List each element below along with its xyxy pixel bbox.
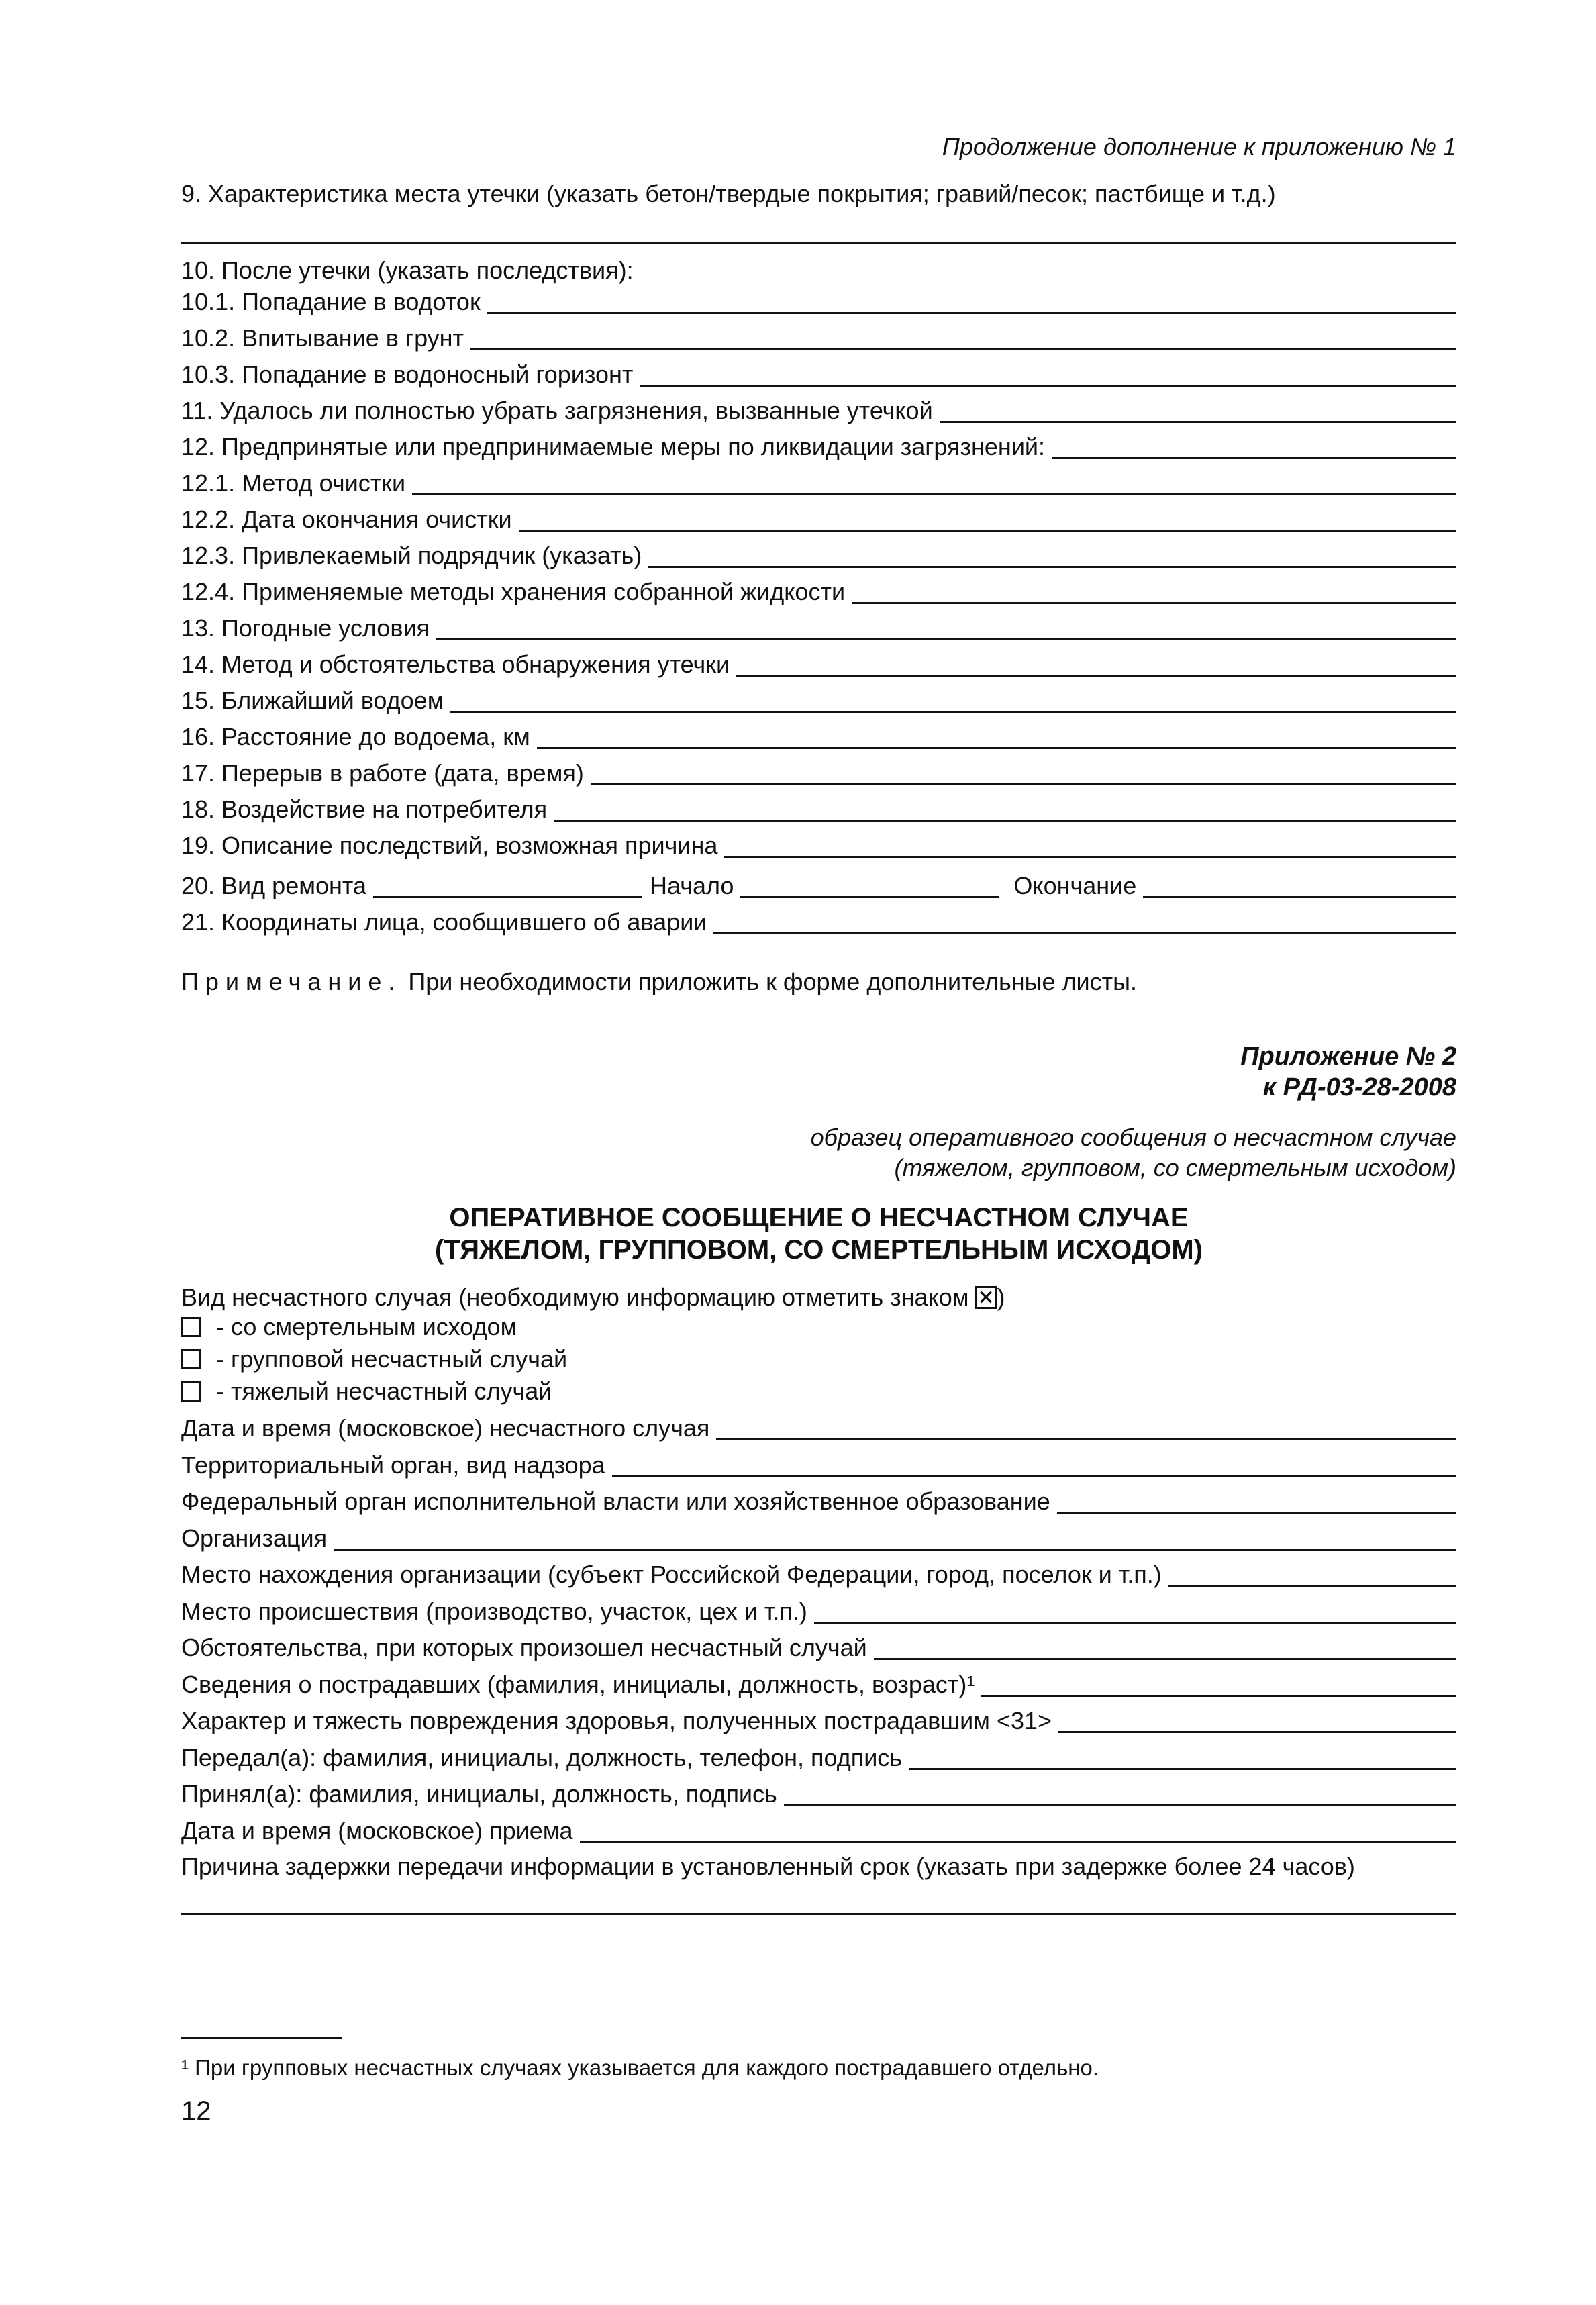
footnote: ¹ При групповых несчастных случаях указывается для каждого пострадавшего отдельно.: [181, 2055, 1099, 2080]
report-field-label: Федеральный орган исполнительной власти или хозяйственное образование: [181, 1487, 1050, 1515]
report-field-row: [181, 1446, 1456, 1483]
form-item-field[interactable]: [519, 530, 1456, 532]
form-item-label: 18. Воздействие на потребителя: [181, 795, 548, 823]
report-field-input[interactable]: [612, 1475, 1456, 1477]
report-field-label: Дата и время (московское) несчастного случая: [181, 1414, 710, 1442]
report-field-label: Дата и время (московское) приема: [181, 1816, 573, 1845]
note-text: При необходимости приложить к форме дополнительные листы.: [401, 968, 1138, 995]
option-fatal-label: - со смертельным исходом: [216, 1313, 517, 1341]
form-item-field[interactable]: [450, 711, 1456, 713]
form-item-label: 10.1. Попадание в водоток: [181, 287, 481, 315]
form-item-row: [181, 320, 1456, 356]
report-field-input[interactable]: [981, 1695, 1456, 1697]
report-field-input[interactable]: [1057, 1512, 1456, 1514]
form-item-field[interactable]: [537, 747, 1456, 749]
report-field-input[interactable]: [814, 1622, 1456, 1624]
item-21-label: 21. Координаты лица, сообщившего об аварии: [181, 908, 707, 936]
item-9-label: 9. Характеристика места утечки (указать бетон/твердые покрытия; гравий/песок; пастбище и т.д.): [181, 180, 1276, 207]
form-item-field[interactable]: [591, 783, 1456, 785]
report-field-label: Место нахождения организации (субъект Российской Федерации, город, поселок и т.п.): [181, 1560, 1162, 1588]
appendix-title: [1240, 1042, 1456, 1103]
appendix-subtitle-line2: (тяжелом, групповом, со смертельным исходом): [894, 1154, 1456, 1181]
form-item-row: [181, 827, 1456, 863]
report-field-input[interactable]: [784, 1804, 1456, 1806]
end-label: Окончание: [1013, 871, 1137, 899]
fatal-checkbox[interactable]: [181, 1317, 201, 1337]
option-fatal[interactable]: [181, 1310, 517, 1344]
item-21-field[interactable]: [713, 932, 1456, 934]
report-field-input[interactable]: [1058, 1731, 1456, 1733]
appendix-title-line1: Приложение № 2: [1240, 1042, 1456, 1071]
form-item-field[interactable]: [640, 385, 1456, 387]
report-field-label: Характер и тяжесть повреждения здоровья, полученных пострадавшим <31>: [181, 1706, 1052, 1734]
x-mark-icon: [975, 1286, 997, 1309]
delay-reason-label: Причина задержки передачи информации в установленный срок (указать при задержке более 24 часов): [181, 1853, 1355, 1880]
appendix-subtitle: [811, 1122, 1456, 1183]
report-field-label: Принял(а): фамилия, инициалы, должность, подпись: [181, 1779, 777, 1808]
form-item-label: 17. Перерыв в работе (дата, время): [181, 758, 584, 787]
form-item-field[interactable]: [648, 566, 1456, 568]
form-item-row: [181, 609, 1456, 646]
report-field-row: [181, 1739, 1456, 1775]
form-item-row: [181, 718, 1456, 754]
report-field-row: [181, 1593, 1456, 1629]
report-field-row: [181, 1702, 1456, 1738]
form-item-label: 13. Погодные условия: [181, 614, 430, 642]
continuation-header: Продолжение дополнение к приложению № 1: [942, 133, 1456, 160]
form-item-row: [181, 754, 1456, 791]
form-item-label: 14. Метод и обстоятельства обнаружения утечки: [181, 650, 730, 678]
report-field-input[interactable]: [580, 1841, 1456, 1843]
report-field-label: Территориальный орган, вид надзора: [181, 1451, 605, 1479]
item-20-row: [181, 867, 1456, 903]
form-item-field[interactable]: [554, 820, 1456, 822]
option-severe[interactable]: [181, 1375, 552, 1408]
report-field-row: [181, 1812, 1456, 1849]
start-label: Начало: [649, 871, 734, 899]
footnote-separator: [181, 2037, 342, 2039]
form-item-row: [181, 791, 1456, 827]
report-field-label: Передал(а): фамилия, инициалы, должность, телефон, подпись: [181, 1743, 903, 1771]
group-checkbox[interactable]: [181, 1349, 201, 1369]
option-group[interactable]: [181, 1342, 567, 1376]
note: [181, 968, 1137, 995]
form-item-row: [181, 356, 1456, 392]
accident-kind-label: [181, 1283, 1005, 1311]
report-field-row: [181, 1775, 1456, 1812]
report-field-input[interactable]: [334, 1549, 1456, 1551]
form-item-label: 12.1. Метод очистки: [181, 469, 406, 497]
accident-kind-text: Вид несчастного случая (необходимую информацию отметить знаком: [181, 1283, 969, 1311]
form-item-field[interactable]: [724, 856, 1456, 858]
form-item-row: [181, 501, 1456, 537]
form-item-field[interactable]: [412, 493, 1456, 495]
form-item-field[interactable]: [487, 312, 1456, 314]
severe-checkbox[interactable]: [181, 1381, 201, 1402]
form-item-label: 12.4. Применяемые методы хранения собранной жидкости: [181, 577, 846, 605]
item-21-row: [181, 903, 1456, 940]
item-9-line[interactable]: [181, 242, 1456, 244]
form-item-field[interactable]: [436, 638, 1456, 640]
item-10-label: 10. После утечки (указать последствия):: [181, 256, 634, 284]
form-item-field[interactable]: [852, 602, 1456, 604]
report-field-row: [181, 1666, 1456, 1702]
report-field-label: Организация: [181, 1524, 328, 1552]
report-field-input[interactable]: [874, 1658, 1456, 1660]
option-severe-label: - тяжелый несчастный случай: [216, 1377, 552, 1406]
form-item-row: [181, 573, 1456, 609]
form-item-label: 19. Описание последствий, возможная причина: [181, 831, 718, 859]
form-item-field[interactable]: [470, 348, 1456, 350]
report-field-input[interactable]: [909, 1768, 1456, 1770]
page-number: 12: [181, 2096, 211, 2126]
form-item-row: [181, 682, 1456, 718]
form-item-label: 16. Расстояние до водоема, км: [181, 722, 530, 750]
form-item-row: [181, 464, 1456, 501]
item-20-label: 20. Вид ремонта: [181, 871, 366, 899]
report-field-row: [181, 1556, 1456, 1592]
report-field-row: [181, 1629, 1456, 1665]
form-item-label: 11. Удалось ли полностью убрать загрязнения, вызванные утечкой: [181, 396, 933, 424]
report-heading: [181, 1201, 1456, 1266]
report-field-input[interactable]: [716, 1438, 1456, 1440]
repair-type-field[interactable]: [373, 896, 642, 898]
option-group-label: - групповой несчастный случай: [216, 1345, 568, 1373]
form-item-label: 12.3. Привлекаемый подрядчик (указать): [181, 541, 642, 569]
form-item-row: [181, 392, 1456, 428]
form-item-row: [181, 283, 1456, 320]
report-field-label: Сведения о пострадавших (фамилия, инициалы, должность, возраст)¹: [181, 1670, 975, 1698]
delay-reason-line[interactable]: [181, 1913, 1456, 1915]
report-heading-line2: (ТЯЖЕЛОМ, ГРУППОВОМ, СО СМЕРТЕЛЬНЫМ ИСХОДОМ): [434, 1235, 1203, 1265]
form-item-label: 10.3. Попадание в водоносный горизонт: [181, 360, 634, 388]
report-field-row: [181, 1483, 1456, 1519]
form-item-row: [181, 428, 1456, 464]
appendix-subtitle-line1: образец оперативного сообщения о несчастном случае: [810, 1124, 1456, 1151]
form-item-label: 10.2. Впитывание в грунт: [181, 324, 464, 352]
report-field-row: [181, 1410, 1456, 1446]
form-item-row: [181, 537, 1456, 573]
report-field-row: [181, 1520, 1456, 1556]
report-heading-line1: ОПЕРАТИВНОЕ СООБЩЕНИЕ О НЕСЧАСТНОМ СЛУЧАЕ: [449, 1203, 1189, 1232]
form-item-row: [181, 646, 1456, 682]
report-field-input[interactable]: [1168, 1585, 1456, 1587]
form-item-field[interactable]: [1052, 457, 1456, 459]
form-item-label: 12. Предпринятые или предпринимаемые меры по ликвидации загрязнений:: [181, 432, 1046, 460]
form-item-field[interactable]: [940, 421, 1456, 423]
end-field[interactable]: [1143, 896, 1456, 898]
appendix-title-line2: к РД-03-28-2008: [1262, 1073, 1456, 1101]
report-field-label: Место происшествия (производство, участок, цех и т.п.): [181, 1597, 807, 1625]
form-item-label: 12.2. Дата окончания очистки: [181, 505, 512, 533]
note-prefix: Примечание.: [181, 968, 402, 995]
form-item-label: 15. Ближайший водоем: [181, 686, 444, 714]
start-field[interactable]: [740, 896, 999, 898]
form-item-field[interactable]: [736, 675, 1456, 677]
report-field-label: Обстоятельства, при которых произошел несчастный случай: [181, 1633, 867, 1661]
accident-kind-end: ): [997, 1283, 1005, 1311]
